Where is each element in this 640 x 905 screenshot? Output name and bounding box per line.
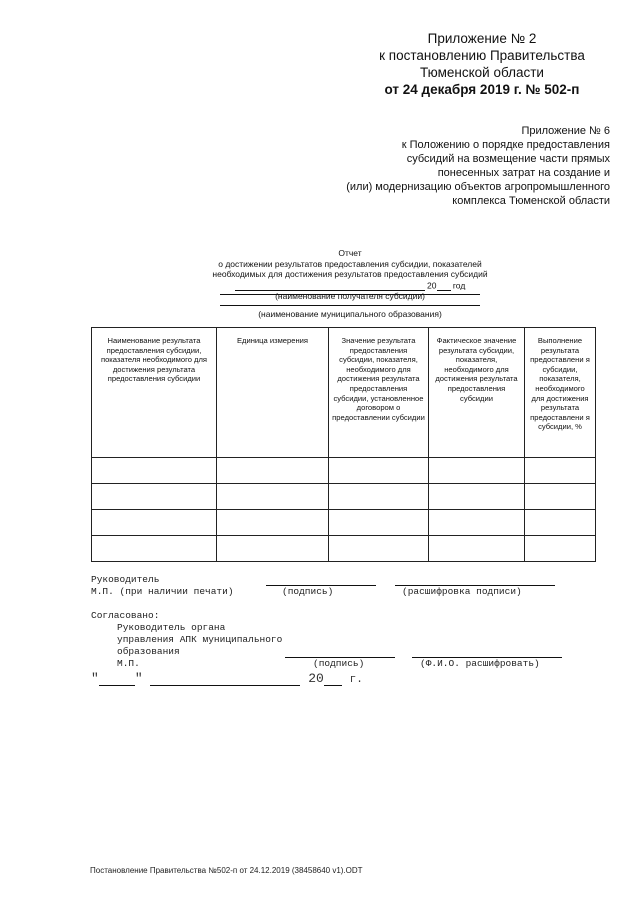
- date-line: [91, 671, 363, 686]
- stamp-label: М.П. (при наличии печати): [91, 586, 234, 597]
- table-cell[interactable]: [217, 510, 329, 536]
- agency-head-label: Руководитель органа: [117, 622, 226, 633]
- report-subtitle: о достижении результатов предоставления субсидии, показателей: [218, 258, 482, 269]
- table-cell[interactable]: [329, 510, 429, 536]
- agency-head-label: управления АПК муниципального: [117, 634, 283, 645]
- table-row: [92, 510, 596, 536]
- appendix-2-line: Тюменской области: [420, 65, 544, 80]
- table-cell[interactable]: [429, 458, 525, 484]
- date-quote-open: ": [91, 671, 99, 686]
- table-cell[interactable]: [92, 458, 217, 484]
- appendix-6-line: субсидий на возмещение части прямых: [406, 153, 610, 165]
- appendix-2-header: [372, 30, 592, 98]
- table-cell[interactable]: [217, 458, 329, 484]
- municipality-underline: [220, 305, 480, 306]
- appendix-6-header: [290, 124, 610, 208]
- agency-head-label: образования: [117, 646, 180, 657]
- table-cell[interactable]: [429, 510, 525, 536]
- municipality-caption: (наименование муниципального образования): [258, 309, 442, 319]
- date-year-blank[interactable]: [324, 673, 342, 686]
- table-row: [92, 484, 596, 510]
- document-footer: Постановление Правительства №502-п от 24.12.2019 (38458640 v1).ODT: [90, 866, 363, 875]
- year-prefix: 20: [427, 280, 437, 290]
- table-cell[interactable]: [329, 458, 429, 484]
- appendix-2-line: к постановлению Правительства: [379, 48, 585, 63]
- appendix-6-line: комплекса Тюменской области: [452, 195, 610, 207]
- appendix-6-line: к Положению о порядке предоставления: [401, 139, 610, 151]
- agency-signature-caption: (подпись): [313, 658, 365, 669]
- table-cell[interactable]: [525, 484, 596, 510]
- date-year-suffix: г.: [349, 674, 363, 686]
- agency-name-caption: (Ф.И.О. расшифровать): [420, 658, 540, 669]
- table-row: [92, 536, 596, 562]
- decoding-caption: (расшифровка подписи): [402, 586, 522, 597]
- table-cell[interactable]: [92, 510, 217, 536]
- table-cell[interactable]: [217, 484, 329, 510]
- agency-stamp-label: М.П.: [117, 658, 140, 669]
- agreed-label: Согласовано:: [91, 610, 160, 621]
- table-cell[interactable]: [92, 484, 217, 510]
- table-cell[interactable]: [217, 536, 329, 562]
- column-header-result-name: Наименование результата предоставления субсидии, показателя необходимого для достижения результата предоставления субсидии: [92, 328, 217, 458]
- column-header-completion-percent: Выполнение результата предоставлени я субсидии, показателя, необходимого для достижения результата предоставлени я субсидии, %: [525, 328, 596, 458]
- table-cell[interactable]: [525, 510, 596, 536]
- table-header-row: [92, 328, 596, 458]
- appendix-6-line: понесенных затрат на создание и: [437, 167, 610, 179]
- column-header-actual-value: Фактическое значение результата субсидии, показателя, необходимого для достижения результата предоставления субсидии: [429, 328, 525, 458]
- head-label: Руководитель: [91, 574, 160, 585]
- appendix-6-line: (или) модернизацию объектов агропромышленного: [346, 181, 610, 193]
- report-table: [91, 327, 596, 562]
- appendix-2-date: от 24 декабря 2019 г. № 502-п: [384, 82, 580, 97]
- table-cell[interactable]: [525, 536, 596, 562]
- table-cell[interactable]: [429, 484, 525, 510]
- date-quote-close: ": [134, 671, 143, 686]
- column-header-planned-value: Значение результата предоставления субсидии, показателя, необходимого для достижения результата предоставления субсидии, установленное договором о предоставлении субсидии: [329, 328, 429, 458]
- appendix-2-title: Приложение № 2: [427, 31, 537, 46]
- table-cell[interactable]: [329, 484, 429, 510]
- report-year-line: [190, 280, 510, 291]
- report-title: Отчет: [338, 248, 362, 258]
- date-month-blank[interactable]: [150, 673, 300, 686]
- year-suffix: год: [452, 280, 466, 290]
- date-day-blank[interactable]: [99, 673, 135, 686]
- table-cell[interactable]: [429, 536, 525, 562]
- year-blank[interactable]: [437, 280, 451, 291]
- table-row: [92, 458, 596, 484]
- date-year-prefix: 20: [308, 671, 324, 686]
- report-heading: [190, 248, 510, 320]
- appendix-6-title: Приложение № 6: [521, 125, 610, 137]
- report-subtitle: необходимых для достижения результатов предоставления субсидий: [212, 269, 488, 279]
- recipient-caption: (наименование получателя субсидии): [275, 290, 425, 301]
- table-cell[interactable]: [92, 536, 217, 562]
- recipient-underline: [220, 294, 480, 295]
- column-header-unit: Единица измерения: [217, 328, 329, 458]
- table-cell[interactable]: [525, 458, 596, 484]
- period-blank[interactable]: [235, 280, 425, 291]
- table-cell[interactable]: [329, 536, 429, 562]
- signature-caption: (подпись): [282, 586, 334, 597]
